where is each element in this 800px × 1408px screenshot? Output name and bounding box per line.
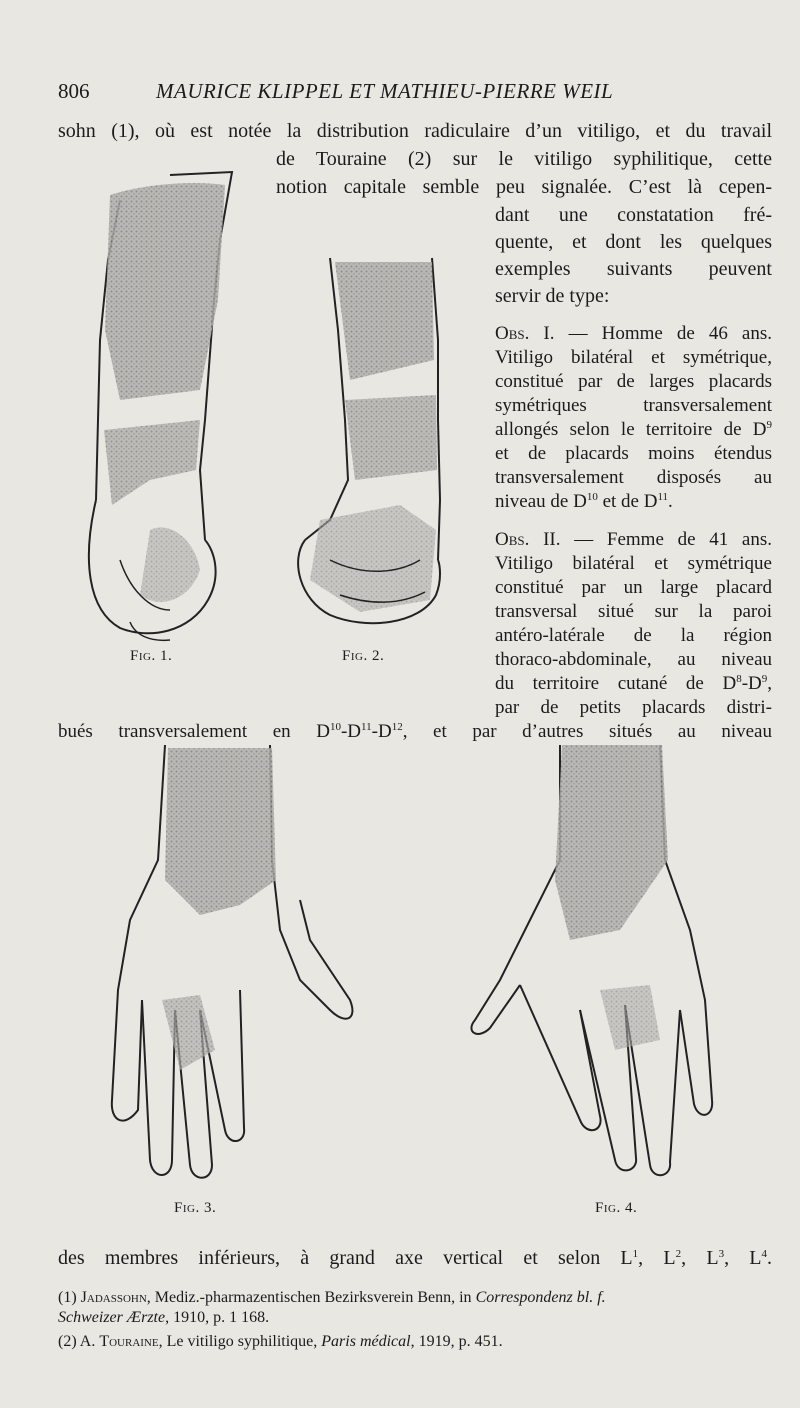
text-span: — Femme de 41 ans. — [574, 529, 772, 550]
superscript: 9 — [761, 673, 768, 685]
text-line: constitué par un large placard — [495, 577, 772, 598]
text-line: dant une constatation fré- — [495, 204, 772, 226]
text-span: , — [767, 673, 772, 694]
superscript: 11 — [361, 721, 372, 733]
text-line: sohn (1), où est notée la distribution radiculaire d’un vitiligo, et du travail — [58, 120, 772, 142]
footnote-2 — [58, 1332, 778, 1352]
text-span: du territoire cutané de D — [495, 673, 737, 694]
superscript: 11 — [657, 491, 669, 503]
superscript: 4 — [761, 1248, 768, 1260]
figure-4-drawing — [471, 745, 712, 1175]
text-span: , Mediz.-pharmazentischen Bezirksverein Benn, in — [146, 1289, 476, 1306]
text-line: constitué par de larges placards — [495, 371, 772, 392]
text-span: , L — [638, 1247, 676, 1269]
footnote-author: Touraine — [99, 1333, 159, 1350]
text-span: (2) A. — [58, 1333, 100, 1350]
text-span: , L — [724, 1247, 762, 1269]
figure-2-drawing — [298, 258, 440, 623]
text-span: bués transversalement en D — [58, 721, 330, 742]
text-line: quente, et dont les quelques — [495, 231, 772, 253]
figure-1-drawing — [89, 172, 232, 640]
footnote-journal: Paris médical — [321, 1333, 411, 1350]
text-line: antéro-latérale de la région — [495, 625, 772, 646]
figure-3-caption: Fig. 3. — [174, 1200, 217, 1216]
text-span: -D — [741, 673, 762, 694]
text-span: des membres inférieurs, à grand axe vertical et selon L — [58, 1247, 633, 1269]
text-line: transversalement disposés au — [495, 467, 772, 488]
observation-label: Obs. I. — [495, 323, 555, 344]
text-span: niveau de D — [495, 491, 587, 512]
figure-1-caption: Fig. 1. — [130, 648, 173, 664]
observation-label: Obs. II. — [495, 529, 561, 550]
text-line: de Touraine (2) sur le vitiligo syphilitique, cette — [276, 148, 772, 170]
footnote-1 — [58, 1288, 778, 1308]
page-number: 806 — [58, 79, 90, 103]
text-span: -D — [371, 721, 392, 742]
running-title: MAURICE KLIPPEL ET MATHIEU-PIERRE WEIL — [156, 79, 614, 103]
text-line: servir de type: — [495, 285, 610, 307]
superscript: 1 — [632, 1248, 639, 1260]
superscript: 2 — [675, 1248, 682, 1260]
text-span: , 1910, p. 1 168. — [165, 1309, 270, 1326]
text-span: . — [767, 1247, 773, 1269]
figure-3-drawing — [112, 745, 353, 1178]
superscript: 9 — [766, 419, 772, 431]
superscript: 10 — [586, 491, 598, 503]
superscript: 8 — [736, 673, 742, 685]
superscript: 12 — [391, 721, 403, 733]
text-span: et de D — [597, 491, 658, 512]
text-span: — Homme de 46 ans. — [568, 323, 773, 344]
text-span: , et par d’autres situés au niveau — [402, 721, 772, 742]
superscript: 3 — [718, 1248, 725, 1260]
text-span: , L — [681, 1247, 719, 1269]
superscript: 10 — [329, 721, 341, 733]
text-line — [58, 1245, 772, 1271]
footnote-journal: Schweizer Ærzte — [58, 1309, 166, 1326]
text-line: notion capitale semble peu signalée. C’est là cepen- — [276, 176, 772, 198]
text-span: -D — [340, 721, 362, 742]
text-span: , 1919, p. 451. — [410, 1333, 503, 1350]
text-line: exemples suivants peuvent — [495, 258, 772, 280]
text-line: Vitiligo bilatéral et symétrique — [495, 553, 772, 574]
footnote-author: Jadassohn — [80, 1289, 147, 1306]
text-span: , Le vitiligo syphilitique, — [158, 1333, 322, 1350]
footnote-journal: Correspondenz bl. f. — [475, 1289, 606, 1306]
figure-4-caption: Fig. 4. — [595, 1200, 638, 1216]
footnote-1-cont — [58, 1308, 778, 1328]
text-line: et de placards moins étendus — [495, 443, 772, 464]
text-span: allongés selon le territoire de D — [495, 419, 767, 440]
text-span: . — [668, 491, 673, 512]
text-line: symétriques transversalement — [495, 395, 772, 416]
text-line: transversal situé sur la paroi — [495, 601, 772, 622]
figure-2-caption: Fig. 2. — [342, 648, 385, 664]
text-line: par de petits placards distri- — [495, 697, 772, 718]
text-line: Vitiligo bilatéral et symétrique, — [495, 347, 772, 368]
text-line: thoraco-abdominale, au niveau — [495, 649, 772, 670]
text-span: (1) — [58, 1289, 81, 1306]
